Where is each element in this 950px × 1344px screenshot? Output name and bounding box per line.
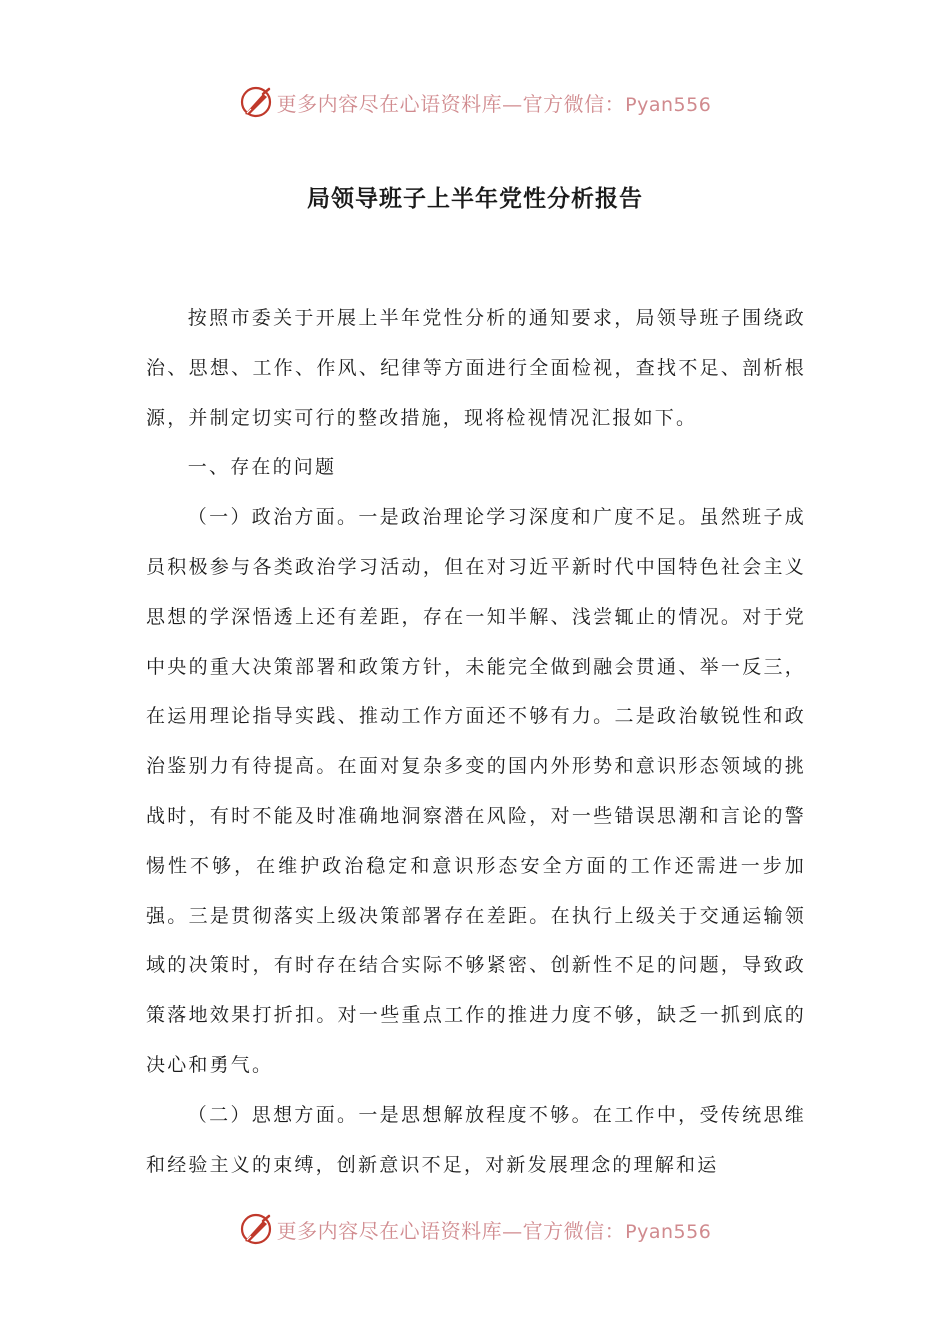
ideological-aspect-paragraph: （二）思想方面。一是思想解放程度不够。在工作中，受传统思维和经验主义的束缚，创新意识不足，对新发展理念的理解和运 bbox=[146, 1103, 806, 1176]
document-title: 局领导班子上半年党性分析报告 bbox=[307, 186, 643, 212]
header-banner-text: 更多内容尽在心语资料库—官方微信：Pyan556 bbox=[276, 91, 712, 116]
quill-pen-logo-icon bbox=[239, 1212, 273, 1246]
header-wechat-id: Pyan556 bbox=[625, 93, 712, 116]
intro-paragraph: 按照市委关于开展上半年党性分析的通知要求，局领导班子围绕政治、思想、工作、作风、纪律等方面进行全面检视，查找不足、剖析根源，并制定切实可行的整改措施，现将检视情况汇报如下。 bbox=[146, 307, 806, 429]
political-aspect-paragraph: （一）政治方面。一是政治理论学习深度和广度不足。虽然班子成员积极参与各类政治学习活动，但在对习近平新时代中国特色社会主义思想的学深悟透上还有差距，存在一知半解、浅尝辄止的情况。对于党中央的重大决策部署和政策方针，未能完全做到融会贯通、举一反三，在运用理论指导实践、推动工作方面还不够有力。二是政治敏锐性和政治鉴别力有待提高。在面对复杂多变的国内外形势和意识形态领域的挑战时，有时不能及时准确地洞察潜在风险，对一些错误思潮和言论的警惕性不够，在维护政治稳定和意识形态安全方面的工作还需进一步加强。三是贯彻落实上级决策部署存在差距。在执行上级关于交通运输领域的决策时，有时存在结合实际不够紧密、创新性不足的问题，导致政策落地效果打折扣。对一些重点工作的推进力度不够，缺乏一抓到底的决心和勇气。 bbox=[146, 506, 806, 1076]
document-body bbox=[146, 294, 806, 1190]
footer-banner bbox=[0, 1209, 950, 1249]
section-heading-problems: 一、存在的问题 bbox=[187, 456, 337, 479]
header-banner bbox=[0, 82, 950, 122]
footer-banner-text: 更多内容尽在心语资料库—官方微信：Pyan556 bbox=[276, 1218, 712, 1243]
footer-wechat-id: Pyan556 bbox=[625, 1220, 712, 1243]
quill-pen-logo-icon bbox=[239, 85, 273, 119]
